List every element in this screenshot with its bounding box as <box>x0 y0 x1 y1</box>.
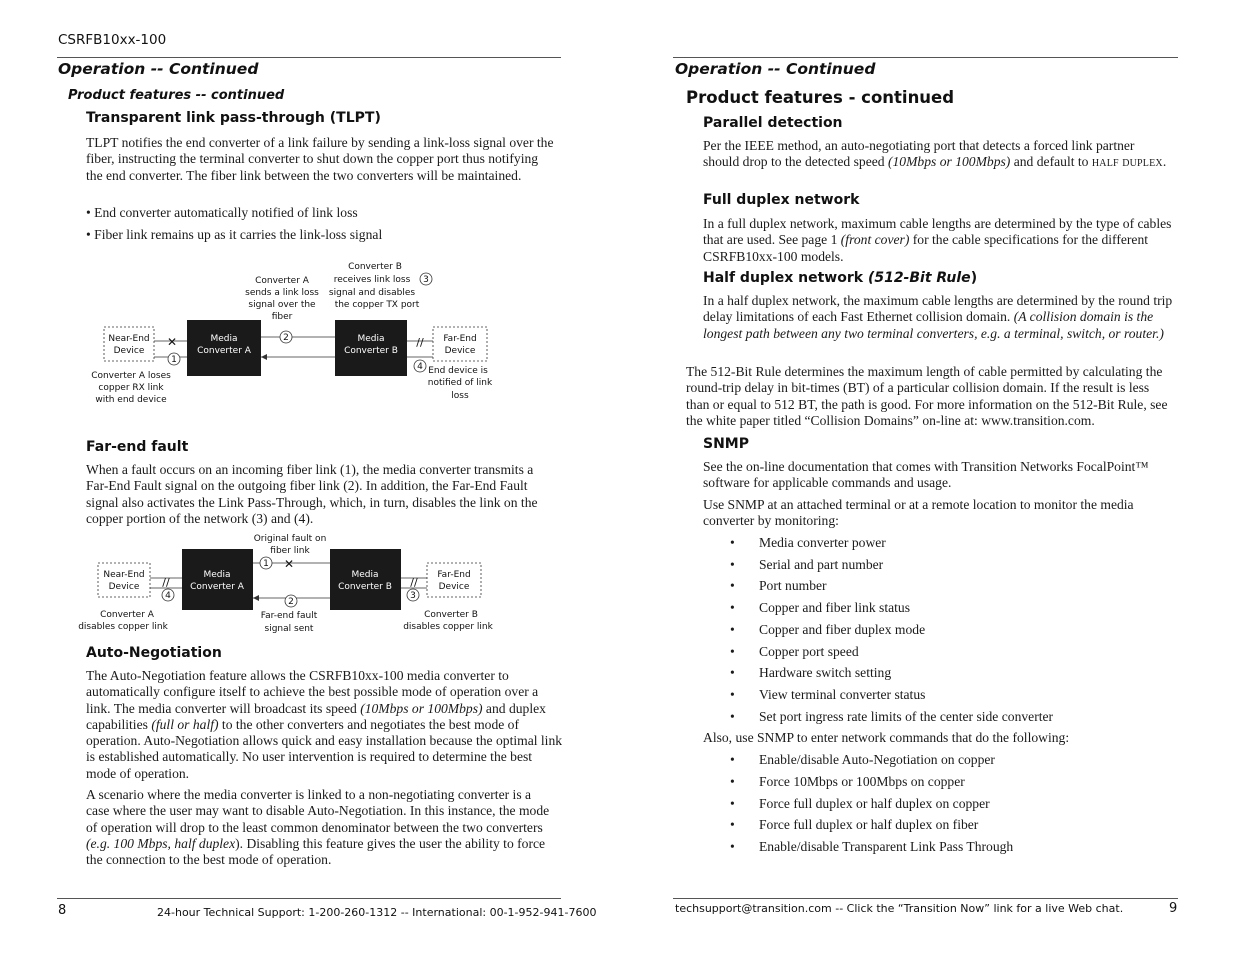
tlpt-label-a-1: Converter A <box>255 276 309 286</box>
tlpt-label-loss-3: with end device <box>95 395 167 405</box>
tlpt-num-1: 1 <box>171 355 177 365</box>
tlpt-diagram <box>80 255 510 410</box>
tlpt-label-a-3: signal over the <box>248 300 316 310</box>
fef-a-disables-2: disables copper link <box>78 622 168 632</box>
fef-a-disables-1: Converter A <box>100 610 154 620</box>
fef-body: When a fault occurs on an incoming fiber link (1), the media converter transmits a Far-End Fault signal on the outgoing fiber link (2). In addition, the Far-End Fault signal also activates the Link Pass-Through, which, in turn, disables the link on the copper portion of the network (3) and (4). <box>86 462 538 526</box>
tlpt-label-end-2: notified of link <box>427 378 493 388</box>
fef-diagram <box>78 528 498 636</box>
tlpt-conv-b-l2: Converter B <box>344 346 398 356</box>
bit-rule-body: The 512-Bit Rule determines the maximum length of cable permitted by calculating the round-trip delay in bit-times (BT) of a particular collision domain. If the result is less than or equal to 512 BT, the path is good. For more information on the 512-Bit Rule, see the white paper titled “Collision Domains” on-line at: www.transition.com. <box>686 364 1168 428</box>
footer-rule <box>673 898 1178 899</box>
list-item: Force 10Mbps or 100Mbps on copper <box>759 774 965 789</box>
left-page <box>0 0 617 954</box>
tlpt-num-2: 2 <box>283 333 289 343</box>
snmp-body-1: See the on-line documentation that comes with Transition Networks FocalPoint™ software for applicable commands and usage. <box>703 459 1149 491</box>
list-item: Copper port speed <box>759 644 859 659</box>
subsection-title: Product features - continued <box>686 88 955 107</box>
fef-conv-b-l1: Media <box>351 570 379 580</box>
bullet-dot: • <box>730 622 735 637</box>
bullet-dot: • <box>730 752 735 767</box>
list-item: Force full duplex or half duplex on fiber <box>759 817 979 832</box>
bullet-dot: • <box>730 796 735 811</box>
bullet-dot: • <box>730 817 735 832</box>
fef-sent-1: Far-end fault <box>260 611 318 621</box>
fef-far-end-l1: Far-End <box>437 570 471 580</box>
list-item: Enable/disable Transparent Link Pass Through <box>759 839 1014 854</box>
svg-text://: // <box>416 336 424 349</box>
list-item: Force full duplex or half duplex on copper <box>759 796 990 811</box>
snmp-heading: SNMP <box>703 436 749 452</box>
bullet-dot: • <box>730 535 735 550</box>
right-page <box>617 0 1235 954</box>
tlpt-label-b-3: signal and disables <box>328 288 416 298</box>
fef-sent-2: signal sent <box>264 624 314 634</box>
tlpt-label-b-1: Converter B <box>348 262 402 272</box>
tlpt-label-loss-2: copper RX link <box>98 383 164 393</box>
list-item: Enable/disable Auto-Negotiation on copper <box>759 752 995 767</box>
document-code: CSRFB10xx-100 <box>58 32 167 48</box>
tlpt-num-3: 3 <box>423 275 429 285</box>
fef-b-disables-2: disables copper link <box>403 622 493 632</box>
tlpt-label-b-2: receives link loss <box>333 275 411 285</box>
fef-num-4: 4 <box>165 591 171 601</box>
full-duplex-body: In a full duplex network, maximum cable lengths are determined by the type of cables that are used. See page 1 (front cover) for the cable specifications for the different CSRFB10xx-100 models. <box>703 216 1172 264</box>
fef-num-1: 1 <box>263 559 269 569</box>
fef-fault-1: Original fault on <box>253 534 327 544</box>
tlpt-label-a-4: fiber <box>271 312 293 322</box>
svg-text:✕: ✕ <box>166 335 178 349</box>
support-footer: techsupport@transition.com -- Click the “Transition Now” link for a live Web chat. <box>675 902 1124 915</box>
tlpt-far-end-l2: Device <box>444 346 476 356</box>
fef-conv-b-l2: Converter B <box>338 582 392 592</box>
page-number: 9 <box>1169 901 1178 916</box>
parallel-heading: Parallel detection <box>703 115 843 131</box>
fef-fault-2: fiber link <box>270 546 310 556</box>
subsection-title: Product features -- continued <box>68 88 285 103</box>
tlpt-label-end-3: loss <box>451 391 469 401</box>
bullet-dot: • <box>730 600 735 615</box>
tlpt-label-b-4: the copper TX port <box>334 300 420 310</box>
fef-conv-a-l1: Media <box>203 570 231 580</box>
half-duplex-heading: Half duplex network (512-Bit Rule) <box>703 270 978 286</box>
parallel-body: Per the IEEE method, an auto-negotiating port that detects a forced link partner should drop to the detected speed (10Mbps or 100Mbps) and default to HALF DUPLEX. <box>703 138 1167 170</box>
bullet-dot: • <box>730 578 735 593</box>
list-item: Port number <box>759 578 827 593</box>
fef-near-end-l1: Near-End <box>103 570 145 580</box>
autoneg-heading: Auto-Negotiation <box>86 645 222 661</box>
full-duplex-heading: Full duplex network <box>703 192 860 208</box>
footer-rule <box>57 898 561 899</box>
svg-text://: // <box>162 576 170 589</box>
tlpt-heading: Transparent link pass-through (TLPT) <box>86 110 381 126</box>
snmp-body-2: Use SNMP at an attached terminal or at a remote location to monitor the media converter by monitoring: <box>703 497 1134 529</box>
bullet-dot: • <box>730 709 735 724</box>
fef-conv-a-l2: Converter A <box>190 582 244 592</box>
list-item: Hardware switch setting <box>759 665 892 680</box>
tlpt-near-end-l2: Device <box>113 346 145 356</box>
bullet-dot: • <box>730 644 735 659</box>
fef-near-end-l2: Device <box>108 582 140 592</box>
svg-text://: // <box>410 576 418 589</box>
tlpt-body: TLPT notifies the end converter of a link failure by sending a link-loss signal over the fiber, instructing the terminal converter to shut down the copper port thus notifying the end converter. The fiber link between the two converters will be maintained. <box>86 135 554 183</box>
tlpt-near-end-l1: Near-End <box>108 334 150 344</box>
snmp-also: Also, use SNMP to enter network commands that do the following: <box>703 730 1070 745</box>
fef-num-2: 2 <box>288 597 294 607</box>
bullet-dot: • <box>730 557 735 572</box>
bullet-dot: • <box>730 687 735 702</box>
fef-b-disables-1: Converter B <box>424 610 478 620</box>
autoneg-para-1: The Auto-Negotiation feature allows the CSRFB10xx-100 media converter to automatically configure itself to achieve the best possible mode of operation over a link. The media converter will broadcast its speed (10Mbps or 100Mbps) and duplex capabilities (full or half) to the other converters and negotiates the best mode of operation. Auto-Negotiation allows quick and easy installation because the optimal link is established automatically. No user intervention is required to determine the best mode of operation. <box>86 668 563 781</box>
tlpt-num-4: 4 <box>417 362 423 372</box>
bullet-dot: • <box>730 665 735 680</box>
tlpt-label-loss-1: Converter A loses <box>91 371 171 381</box>
bullet-dot: • <box>730 774 735 789</box>
tlpt-conv-a-l1: Media <box>210 334 238 344</box>
list-item: Copper and fiber duplex mode <box>759 622 926 637</box>
section-title: Operation -- Continued <box>675 60 876 78</box>
list-item: Serial and part number <box>759 557 884 572</box>
tlpt-label-a-2: sends a link loss <box>245 288 319 298</box>
list-item: View terminal converter status <box>759 687 926 702</box>
list-item: Set port ingress rate limits of the center side converter <box>759 709 1054 724</box>
header-rule <box>57 57 561 58</box>
tlpt-conv-b-l1: Media <box>357 334 385 344</box>
fef-num-3: 3 <box>410 591 416 601</box>
autoneg-para-2: A scenario where the media converter is linked to a non-negotiating converter is a case where the user may want to disable Auto-Negotiation. In this instance, the mode of operation will drop to the least common denominator between the two converters (e.g. 100 Mbps, half duplex). Disabling this feature gives the user the ability to force the connection to the best mode of operation. <box>86 787 550 868</box>
tlpt-bullet-2: • Fiber link remains up as it carries the link-loss signal <box>86 227 383 242</box>
tlpt-conv-a-l2: Converter A <box>197 346 251 356</box>
list-item: Media converter power <box>759 535 886 550</box>
section-title: Operation -- Continued <box>58 60 259 78</box>
support-footer: 24-hour Technical Support: 1-200-260-1312 -- International: 00-1-952-941-7600 <box>157 906 597 919</box>
tlpt-label-end-1: End device is <box>428 366 488 376</box>
page-number: 8 <box>58 903 67 918</box>
tlpt-far-end-l1: Far-End <box>443 334 477 344</box>
header-rule <box>673 57 1178 58</box>
fef-far-end-l2: Device <box>438 582 470 592</box>
fef-heading: Far-end fault <box>86 439 189 455</box>
tlpt-bullet-1: • End converter automatically notified of link loss <box>86 205 358 220</box>
bullet-dot: • <box>730 839 735 854</box>
svg-text:✕: ✕ <box>283 557 295 571</box>
half-duplex-body: In a half duplex network, the maximum cable lengths are determined by the round trip delay limitations of each Fast Ethernet collision domain. (A collision domain is the longest path between any two terminal converters, e.g. a terminal, switch, or router.) <box>703 293 1173 341</box>
list-item: Copper and fiber link status <box>759 600 911 615</box>
